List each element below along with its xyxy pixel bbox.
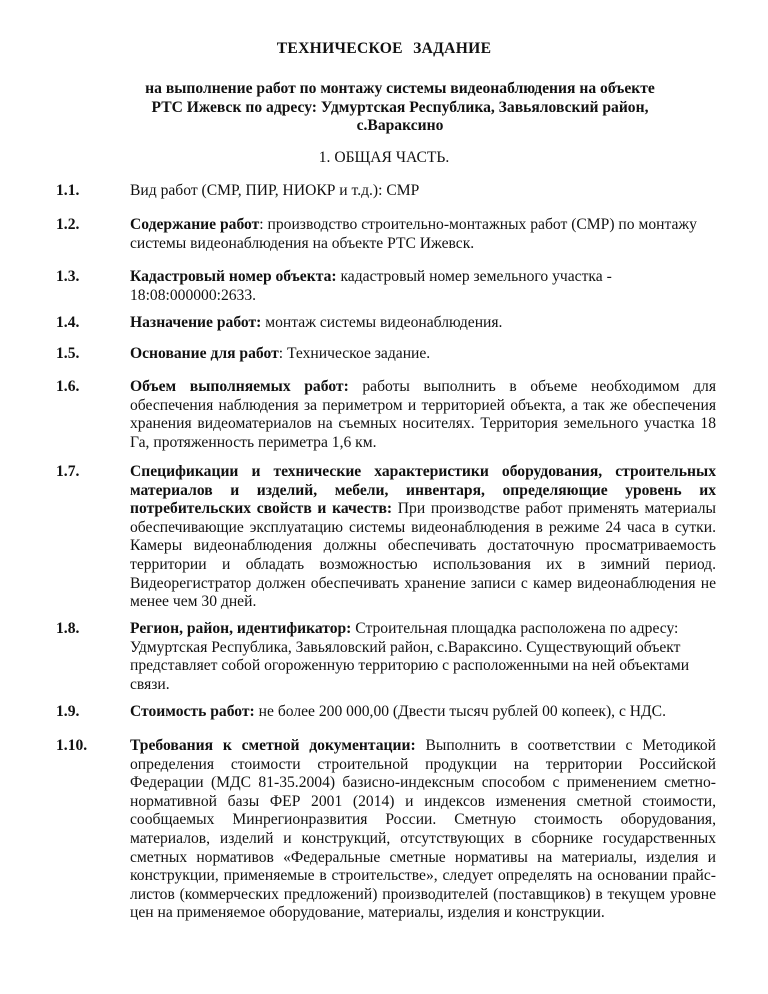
clause-body <box>130 378 716 452</box>
clause-label: Основание для работ <box>130 345 279 362</box>
clause-text: Выполнить в соответствии с Методикой определения стоимости строительной продукции на территории Российской Федерации (МДС 81-35.2004) базисно-индексным способом с применением сметно-нормативной базы ФЕР 2001 (2014) и индексов изменения сметной стоимости, сообщаемых Минрегионразвития России. Сметную стоимость оборудования, материалов, изделий и конструкций, отсутствующих в сборнике государственных сметных нормативов «Федеральные сметные нормативы на материалы, изделия и конструкции, применяемые в строительстве», следует определять на основании прайс-листов (коммерческих предложений) производителей (поставщиков) в текущем уровне цен на применяемое оборудование, материалы, изделия и конструкции. <box>130 737 716 922</box>
document-subtitle <box>90 80 710 136</box>
clause-number: 1.4. <box>56 314 80 331</box>
clause-1-2 <box>56 216 716 253</box>
clause-body <box>130 703 716 722</box>
clause-number: 1.3. <box>56 268 80 285</box>
clause-number: 1.7. <box>56 463 80 480</box>
clause-label: Кадастровый номер объекта: <box>130 268 337 285</box>
clause-1-10 <box>56 737 716 923</box>
clause-label: Содержание работ <box>130 216 260 233</box>
clause-text: При производстве работ применять материалы обеспечивающие эксплуатацию системы видеонаблюдения в режиме 24 часа в сутки. Камеры видеонаблюдения должны обеспечивать достаточную просматриваемость территории и обладать возможностью использования их в зимний период. Видеорегистратор должен обеспечивать хранение записи с камер видеонаблюдения не менее чем 30 дней. <box>130 500 716 611</box>
subtitle-line-1: на выполнение работ по монтажу системы видеонаблюдения на объекте <box>145 80 655 97</box>
clause-text: : Техническое задание. <box>278 345 431 362</box>
clause-text: монтаж системы видеонаблюдения. <box>261 314 503 331</box>
clause-body <box>130 345 716 364</box>
clause-body <box>130 314 716 333</box>
clause-number: 1.6. <box>56 378 80 395</box>
clause-number: 1.10. <box>56 737 88 754</box>
subtitle-line-3: с.Вараксино <box>356 117 444 134</box>
clause-number: 1.9. <box>56 703 80 720</box>
clause-text: не более 200 000,00 (Двести тысяч рублей 00 копеек), с НДС. <box>254 703 666 720</box>
clause-1-8 <box>56 620 716 694</box>
clause-1-3 <box>56 268 716 305</box>
clause-label: Требования к сметной документации: <box>130 737 416 754</box>
clause-body <box>130 463 716 612</box>
clause-label: Стоимость работ: <box>130 703 255 720</box>
section-heading: 1. ОБЩАЯ ЧАСТЬ. <box>318 149 450 166</box>
clause-text: работы выполнить в объеме необходимом для обеспечения наблюдения за периметром и территорией объекта, а так же обеспечения хранения видеоматериалов на съемных носителях. Территория земельного участка 18 Га, протяженность периметра 1,6 км. <box>130 378 716 451</box>
clause-number: 1.2. <box>56 216 80 233</box>
clause-body <box>130 268 716 305</box>
clause-text: кадастровый номер земельного участка - 18:08:000000:2633. <box>130 268 612 304</box>
clause-1-4 <box>56 314 716 333</box>
clause-label: Спецификации и технические характеристики оборудования, строительных материалов и изделий, мебели, инвентаря, определяющие уровень их потребительских свойств и качеств: <box>130 463 716 518</box>
clause-body <box>130 182 716 201</box>
clause-number: 1.5. <box>56 345 80 362</box>
clause-number: 1.8. <box>56 620 80 637</box>
clause-text: : производство строительно-монтажных работ (СМР) по монтажу системы видеонаблюдения на объекте РТС Ижевск. <box>130 216 697 252</box>
clause-body <box>130 737 716 923</box>
clause-1-6 <box>56 378 716 452</box>
clause-1-1 <box>56 182 716 201</box>
subtitle-line-2: РТС Ижевск по адресу: Удмуртская Республика, Завьяловский район, <box>151 98 649 116</box>
clause-1-5 <box>56 345 716 364</box>
clause-label: Назначение работ: <box>130 314 262 331</box>
clause-label: Объем выполняемых работ: <box>130 378 349 395</box>
clause-text: Вид работ (СМР, ПИР, НИОКР и т.д.): СМР <box>130 182 420 199</box>
clause-body <box>130 620 716 694</box>
clause-1-7 <box>56 463 716 612</box>
document-title: ТЕХНИЧЕСКОЕ ЗАДАНИЕ <box>276 40 492 57</box>
clause-1-9 <box>56 703 716 722</box>
clause-text: Строительная площадка расположена по адресу: Удмуртская Республика, Завьяловский район, с.Вараксино. Существующий объект представляет собой огороженную территорию с расположенными на ней объектами связи. <box>130 620 690 693</box>
clause-label: Регион, район, идентификатор: <box>130 620 352 637</box>
clause-number: 1.1. <box>56 182 80 199</box>
clause-body <box>130 216 716 253</box>
